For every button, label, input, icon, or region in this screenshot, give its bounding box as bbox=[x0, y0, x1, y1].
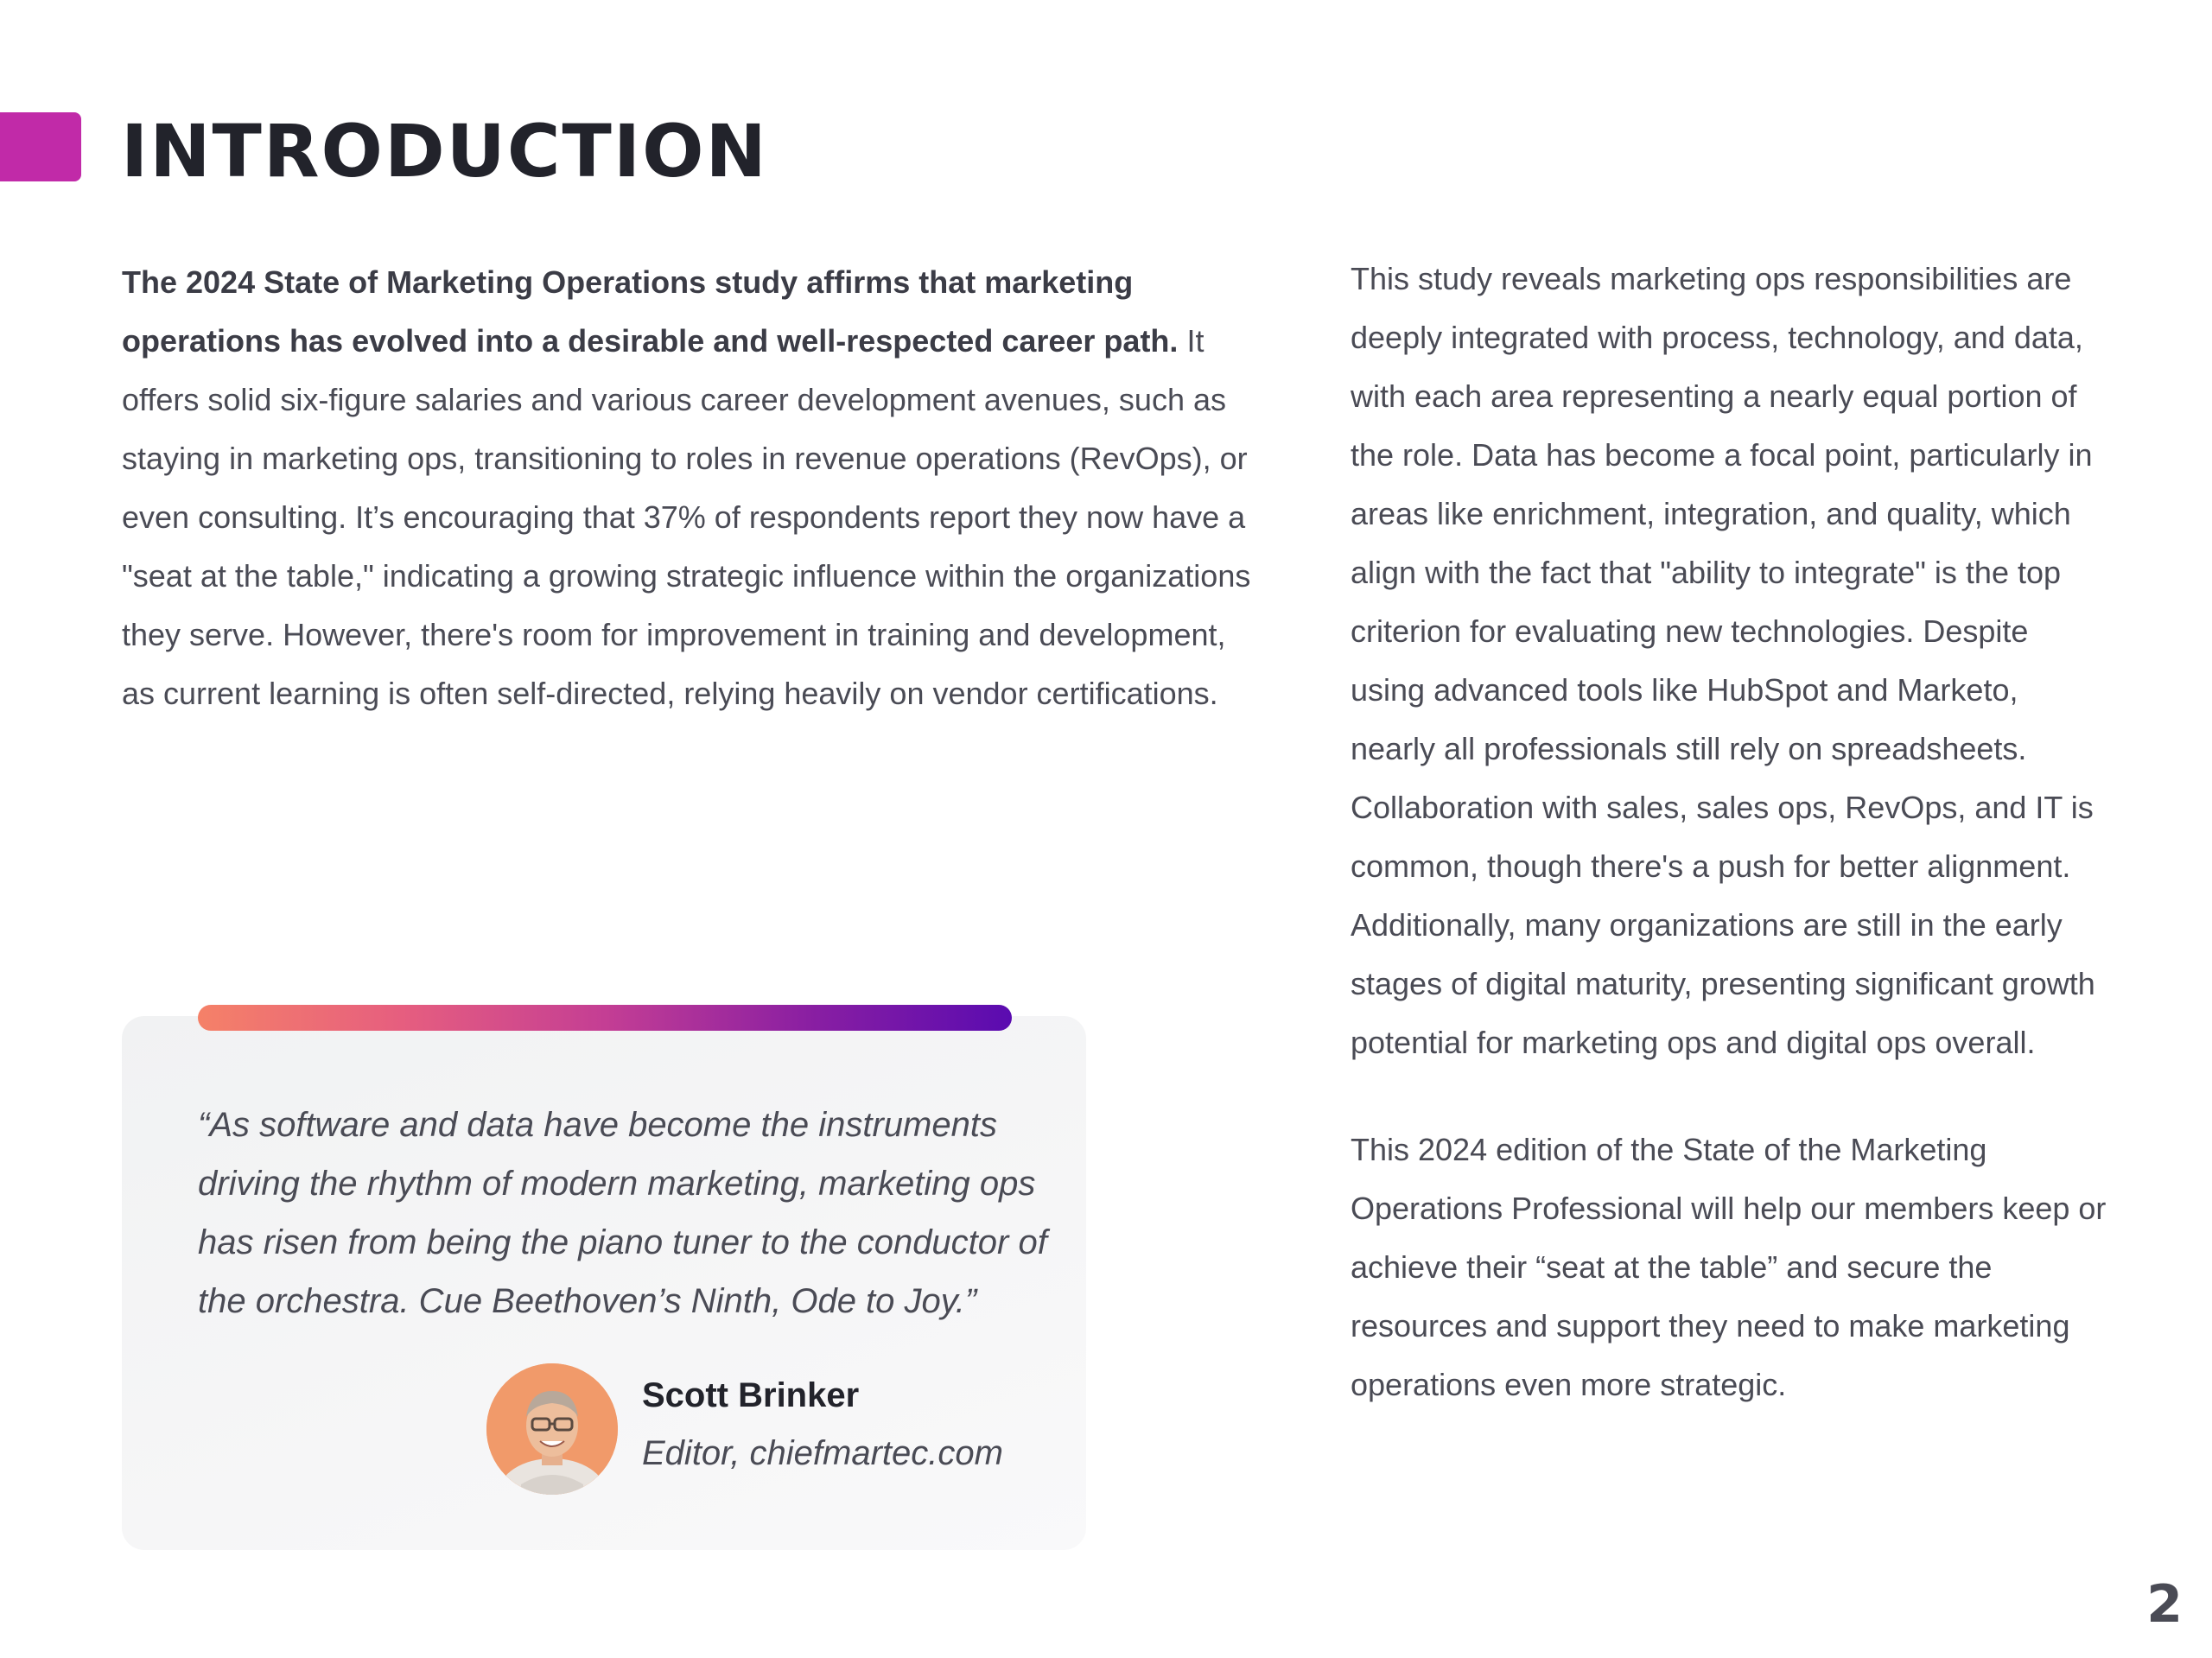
title-accent-block bbox=[0, 112, 81, 181]
quote-gradient-bar bbox=[198, 1005, 1012, 1031]
person-portrait-icon bbox=[486, 1363, 618, 1495]
page-number: 2 bbox=[2146, 1574, 2183, 1635]
quote-text: “As software and data have become the instruments driving the rhythm of modern marketing, marketing ops has risen from being the piano tuner to the conductor of the orchestra. Cue Beethoven’s Ninth, Ode to Joy.” bbox=[198, 1106, 1047, 1320]
page-title: INTRODUCTION bbox=[121, 109, 768, 194]
intro-right-paragraph-2: This 2024 edition of the State of the Marketing Operations Professional will help our members keep or achieve their “seat at the table” and secure the resources and support they need to make marketing operations even more strategic. bbox=[1351, 1132, 2107, 1402]
intro-right-column bbox=[1351, 250, 2111, 1414]
intro-lead-text: The 2024 State of Marketing Operations study affirms that marketing operations has evolved into a desirable and well-respected career path. bbox=[122, 264, 1179, 359]
intro-left-column bbox=[122, 253, 1254, 723]
quote-author-name: Scott Brinker bbox=[642, 1376, 860, 1414]
quote-author-role: Editor, chiefmartec.com bbox=[642, 1434, 1003, 1472]
intro-right-paragraph-1: This study reveals marketing ops responsibilities are deeply integrated with process, technology, and data, with each area representing a nearly equal portion of the role. Data has become a focal point, particularly in areas like enrichment, integration, and quality, which align with the fact that "ability to integrate" is the top criterion for evaluating new technologies. Despite using advanced tools like HubSpot and Marketo, nearly all professionals still rely on spreadsheets. Collaboration with sales, sales ops, RevOps, and IT is common, though there's a push for better alignment. Additionally, many organizations are still in the early stages of digital maturity, presenting significant growth potential for marketing ops and digital ops overall. bbox=[1351, 261, 2095, 1060]
intro-body-text: It offers solid six-figure salaries and various career development avenues, such as staying in marketing ops, transitioning to roles in revenue operations (RevOps), or even consulting. It’s encouraging that 37% of respondents report they now have a "seat at the table," indicating a growing strategic influence within the organizations they serve. However, there's room for improvement in training and development, as current learning is often self-directed, relying heavily on vendor certifications. bbox=[122, 323, 1251, 711]
